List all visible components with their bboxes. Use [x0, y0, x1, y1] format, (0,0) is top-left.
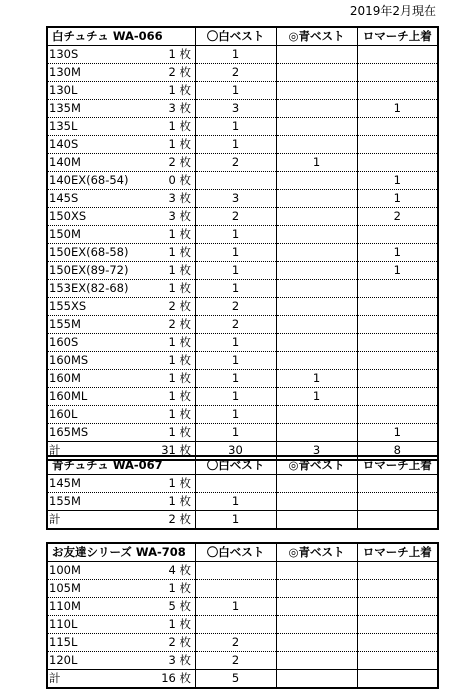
- size-label: 150XS: [49, 209, 87, 223]
- size-label: 110L: [49, 617, 78, 631]
- blue-vest-count: [276, 136, 357, 154]
- blue-vest-count: [276, 616, 357, 634]
- size-label: 105M: [49, 581, 81, 595]
- blue-vest-count: 3: [276, 442, 357, 461]
- quantity-value: 5 枚: [168, 599, 191, 613]
- quantity-value: 3 枚: [168, 191, 191, 205]
- table-row: [47, 244, 438, 262]
- table-row: [47, 652, 438, 670]
- white-vest-count: 3: [195, 100, 276, 118]
- roma-jacket-count: [357, 616, 438, 634]
- blue-vest-count: [276, 511, 357, 530]
- blue-vest-count: [276, 634, 357, 652]
- table-row: [47, 46, 438, 64]
- white-vest-count: 2: [195, 64, 276, 82]
- size-quantity-cell: [47, 424, 195, 442]
- table-row: [47, 616, 438, 634]
- blue-vest-count: [276, 244, 357, 262]
- roma-jacket-count: [357, 562, 438, 580]
- table-row: [47, 262, 438, 280]
- size-quantity-cell: [47, 316, 195, 334]
- white-vest-count: 2: [195, 208, 276, 226]
- white-vest-count: 5: [195, 670, 276, 689]
- size-quantity-cell: [47, 616, 195, 634]
- white-vest-count: 2: [195, 154, 276, 172]
- blue-vest-count: [276, 100, 357, 118]
- inventory-table-white-tutu: [46, 26, 439, 461]
- total-label: 計: [49, 512, 61, 526]
- size-quantity-cell: [47, 634, 195, 652]
- quantity-value: 0 枚: [168, 173, 191, 187]
- total-row: [47, 670, 438, 689]
- table-row: [47, 100, 438, 118]
- quantity-value: 2 枚: [168, 317, 191, 331]
- size-label: 150EX(68-58): [49, 245, 129, 259]
- table-row: [47, 475, 438, 493]
- size-label: 155XS: [49, 299, 87, 313]
- product-header: 白チュチュ WA-066: [47, 27, 195, 46]
- table-row: [47, 118, 438, 136]
- white-vest-count: 1: [195, 388, 276, 406]
- white-vest-header: 〇白ベスト: [195, 27, 276, 46]
- white-vest-count: 1: [195, 511, 276, 530]
- roma-jacket-count: [357, 493, 438, 511]
- roma-jacket-count: [357, 226, 438, 244]
- table-row: [47, 634, 438, 652]
- roma-jacket-count: [357, 511, 438, 530]
- white-vest-count: 30: [195, 442, 276, 461]
- quantity-value: 1 枚: [168, 581, 191, 595]
- size-label: 120L: [49, 653, 78, 667]
- white-vest-count: 1: [195, 82, 276, 100]
- blue-vest-count: [276, 580, 357, 598]
- size-label: 165MS: [49, 425, 89, 439]
- size-quantity-cell: [47, 370, 195, 388]
- size-quantity-cell: [47, 562, 195, 580]
- blue-vest-count: 1: [276, 154, 357, 172]
- size-quantity-cell: [47, 208, 195, 226]
- blue-vest-header: ◎青ベスト: [276, 543, 357, 562]
- size-label: 140EX(68-54): [49, 173, 129, 187]
- blue-vest-count: [276, 334, 357, 352]
- roma-jacket-count: [357, 298, 438, 316]
- table-row: [47, 388, 438, 406]
- quantity-value: 2 枚: [168, 299, 191, 313]
- size-quantity-cell: [47, 352, 195, 370]
- roma-jacket-count: [357, 370, 438, 388]
- size-quantity-cell: [47, 262, 195, 280]
- blue-vest-count: [276, 562, 357, 580]
- product-header: 青チュチュ WA-067: [47, 456, 195, 475]
- blue-vest-count: [276, 475, 357, 493]
- quantity-value: 1 枚: [168, 476, 191, 490]
- table-row: [47, 172, 438, 190]
- size-label: 160MS: [49, 353, 89, 367]
- size-quantity-cell: [47, 511, 195, 530]
- quantity-value: 1 枚: [168, 137, 191, 151]
- quantity-value: 1 枚: [168, 389, 191, 403]
- quantity-value: 1 枚: [168, 617, 191, 631]
- quantity-value: 1 枚: [168, 263, 191, 277]
- blue-vest-count: 1: [276, 370, 357, 388]
- white-vest-count: [195, 580, 276, 598]
- roma-jacket-count: [357, 406, 438, 424]
- roma-jacket-count: 1: [357, 262, 438, 280]
- roma-jacket-count: 1: [357, 172, 438, 190]
- white-vest-count: 1: [195, 136, 276, 154]
- white-vest-count: 1: [195, 118, 276, 136]
- blue-vest-count: [276, 424, 357, 442]
- header-row: [47, 27, 438, 46]
- size-quantity-cell: [47, 136, 195, 154]
- white-vest-count: 1: [195, 334, 276, 352]
- blue-vest-header: ◎青ベスト: [276, 456, 357, 475]
- roma-jacket-count: [357, 598, 438, 616]
- blue-vest-count: [276, 352, 357, 370]
- size-quantity-cell: [47, 226, 195, 244]
- roma-jacket-count: [357, 316, 438, 334]
- size-label: 153EX(82-68): [49, 281, 129, 295]
- quantity-value: 3 枚: [168, 101, 191, 115]
- white-vest-count: [195, 616, 276, 634]
- quantity-value: 16 枚: [161, 671, 191, 685]
- white-vest-count: 1: [195, 46, 276, 64]
- roma-jacket-count: [357, 475, 438, 493]
- size-quantity-cell: [47, 172, 195, 190]
- size-label: 160M: [49, 371, 81, 385]
- white-vest-count: [195, 172, 276, 190]
- blue-vest-count: [276, 118, 357, 136]
- roma-jacket-count: 1: [357, 424, 438, 442]
- roma-jacket-count: [357, 280, 438, 298]
- roma-jacket-count: [357, 82, 438, 100]
- table-row: [47, 190, 438, 208]
- roma-jacket-count: [357, 580, 438, 598]
- product-header: お友達シリーズ WA-708: [47, 543, 195, 562]
- report-date: 2019年2月現在: [349, 4, 436, 18]
- size-label: 145S: [49, 191, 79, 205]
- blue-vest-header: ◎青ベスト: [276, 27, 357, 46]
- size-quantity-cell: [47, 475, 195, 493]
- quantity-value: 2 枚: [168, 635, 191, 649]
- size-label: 135M: [49, 101, 81, 115]
- table-row: [47, 598, 438, 616]
- size-quantity-cell: [47, 154, 195, 172]
- size-quantity-cell: [47, 46, 195, 64]
- table-row: [47, 424, 438, 442]
- white-vest-count: 2: [195, 316, 276, 334]
- white-vest-count: 1: [195, 493, 276, 511]
- size-label: 140S: [49, 137, 79, 151]
- size-label: 140M: [49, 155, 81, 169]
- size-quantity-cell: [47, 670, 195, 689]
- roma-jacket-count: [357, 334, 438, 352]
- roma-jacket-count: [357, 46, 438, 64]
- header-row: [47, 543, 438, 562]
- size-quantity-cell: [47, 598, 195, 616]
- quantity-value: 1 枚: [168, 371, 191, 385]
- white-vest-count: 2: [195, 634, 276, 652]
- white-vest-header: 〇白ベスト: [195, 456, 276, 475]
- quantity-value: 1 枚: [168, 281, 191, 295]
- white-vest-count: 3: [195, 190, 276, 208]
- roma-jacket-header: ロマーチ上着: [357, 543, 438, 562]
- roma-jacket-count: 2: [357, 208, 438, 226]
- white-vest-count: 1: [195, 352, 276, 370]
- quantity-value: 4 枚: [168, 563, 191, 577]
- quantity-value: 3 枚: [168, 653, 191, 667]
- quantity-value: 1 枚: [168, 353, 191, 367]
- blue-vest-count: [276, 493, 357, 511]
- blue-vest-count: [276, 280, 357, 298]
- size-label: 130S: [49, 47, 79, 61]
- size-quantity-cell: [47, 388, 195, 406]
- blue-vest-count: [276, 652, 357, 670]
- size-label: 100M: [49, 563, 81, 577]
- table-row: [47, 406, 438, 424]
- size-label: 115L: [49, 635, 78, 649]
- table-row: [47, 154, 438, 172]
- blue-vest-count: [276, 406, 357, 424]
- blue-vest-count: [276, 598, 357, 616]
- size-label: 160ML: [49, 389, 88, 403]
- quantity-value: 1 枚: [168, 335, 191, 349]
- white-vest-count: 1: [195, 262, 276, 280]
- blue-vest-count: [276, 298, 357, 316]
- table-row: [47, 280, 438, 298]
- size-quantity-cell: [47, 280, 195, 298]
- size-label: 150M: [49, 227, 81, 241]
- quantity-value: 1 枚: [168, 494, 191, 508]
- quantity-value: 1 枚: [168, 119, 191, 133]
- size-label: 160S: [49, 335, 79, 349]
- roma-jacket-count: [357, 154, 438, 172]
- roma-jacket-count: 1: [357, 100, 438, 118]
- roma-jacket-header: ロマーチ上着: [357, 456, 438, 475]
- roma-jacket-header: ロマーチ上着: [357, 27, 438, 46]
- table-row: [47, 370, 438, 388]
- blue-vest-count: [276, 316, 357, 334]
- quantity-value: 1 枚: [168, 47, 191, 61]
- white-vest-header: 〇白ベスト: [195, 543, 276, 562]
- table-row: [47, 208, 438, 226]
- table-row: [47, 226, 438, 244]
- blue-vest-count: [276, 190, 357, 208]
- roma-jacket-count: [357, 136, 438, 154]
- size-quantity-cell: [47, 652, 195, 670]
- roma-jacket-count: [357, 634, 438, 652]
- quantity-value: 1 枚: [168, 425, 191, 439]
- roma-jacket-count: 1: [357, 244, 438, 262]
- size-label: 150EX(89-72): [49, 263, 129, 277]
- white-vest-count: 1: [195, 280, 276, 298]
- table-row: [47, 580, 438, 598]
- white-vest-count: 1: [195, 370, 276, 388]
- white-vest-count: 1: [195, 598, 276, 616]
- size-quantity-cell: [47, 580, 195, 598]
- white-vest-count: 1: [195, 226, 276, 244]
- quantity-value: 2 枚: [168, 155, 191, 169]
- blue-vest-count: [276, 262, 357, 280]
- total-label: 計: [49, 443, 61, 457]
- size-label: 155M: [49, 494, 81, 508]
- inventory-table-blue-tutu: [46, 455, 439, 530]
- blue-vest-count: [276, 64, 357, 82]
- inventory-table-friends-series: [46, 542, 439, 689]
- size-quantity-cell: [47, 82, 195, 100]
- quantity-value: 2 枚: [168, 65, 191, 79]
- quantity-value: 1 枚: [168, 83, 191, 97]
- size-label: 110M: [49, 599, 81, 613]
- size-quantity-cell: [47, 64, 195, 82]
- table-row: [47, 64, 438, 82]
- table-row: [47, 493, 438, 511]
- blue-vest-count: [276, 226, 357, 244]
- quantity-value: 1 枚: [168, 245, 191, 259]
- total-row: [47, 511, 438, 530]
- roma-jacket-count: 1: [357, 190, 438, 208]
- size-label: 155M: [49, 317, 81, 331]
- table-row: [47, 82, 438, 100]
- size-label: 145M: [49, 476, 81, 490]
- blue-vest-count: [276, 172, 357, 190]
- size-quantity-cell: [47, 334, 195, 352]
- roma-jacket-count: [357, 652, 438, 670]
- quantity-value: 1 枚: [168, 407, 191, 421]
- blue-vest-count: [276, 46, 357, 64]
- size-label: 160L: [49, 407, 78, 421]
- roma-jacket-count: [357, 64, 438, 82]
- blue-vest-count: 1: [276, 388, 357, 406]
- header-row: [47, 456, 438, 475]
- blue-vest-count: [276, 82, 357, 100]
- size-quantity-cell: [47, 493, 195, 511]
- table-row: [47, 334, 438, 352]
- roma-jacket-count: [357, 388, 438, 406]
- size-quantity-cell: [47, 118, 195, 136]
- white-vest-count: 1: [195, 244, 276, 262]
- size-quantity-cell: [47, 406, 195, 424]
- size-quantity-cell: [47, 244, 195, 262]
- size-label: 130L: [49, 83, 78, 97]
- size-quantity-cell: [47, 190, 195, 208]
- quantity-value: 3 枚: [168, 209, 191, 223]
- table-row: [47, 562, 438, 580]
- white-vest-count: 1: [195, 424, 276, 442]
- table-row: [47, 298, 438, 316]
- blue-vest-count: [276, 670, 357, 689]
- size-quantity-cell: [47, 100, 195, 118]
- total-label: 計: [49, 671, 61, 685]
- table-row: [47, 136, 438, 154]
- size-label: 135L: [49, 119, 78, 133]
- size-label: 130M: [49, 65, 81, 79]
- table-row: [47, 352, 438, 370]
- roma-jacket-count: 8: [357, 442, 438, 461]
- white-vest-count: 2: [195, 652, 276, 670]
- roma-jacket-count: [357, 670, 438, 689]
- quantity-value: 1 枚: [168, 227, 191, 241]
- size-quantity-cell: [47, 298, 195, 316]
- white-vest-count: 1: [195, 406, 276, 424]
- blue-vest-count: [276, 208, 357, 226]
- white-vest-count: [195, 562, 276, 580]
- white-vest-count: 2: [195, 298, 276, 316]
- table-row: [47, 316, 438, 334]
- quantity-value: 31 枚: [161, 443, 191, 457]
- white-vest-count: [195, 475, 276, 493]
- roma-jacket-count: [357, 118, 438, 136]
- quantity-value: 2 枚: [168, 512, 191, 526]
- roma-jacket-count: [357, 352, 438, 370]
